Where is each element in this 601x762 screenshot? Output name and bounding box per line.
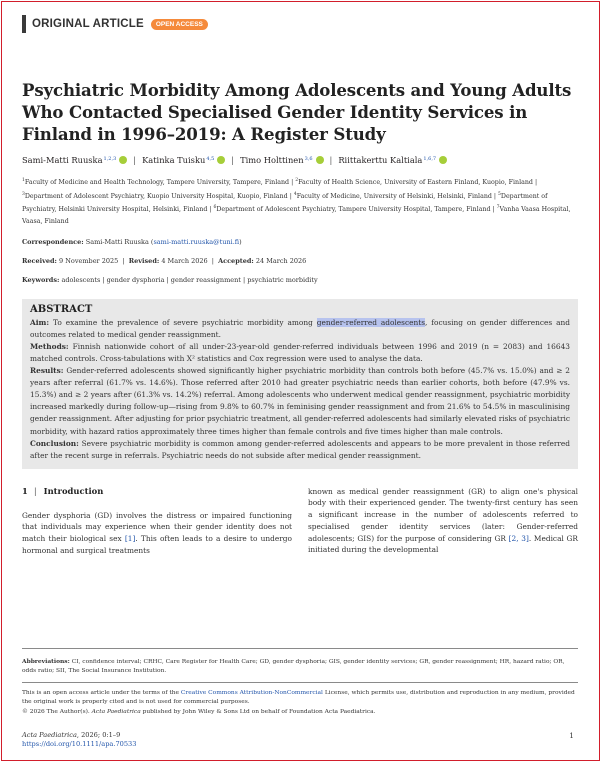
author[interactable] xyxy=(142,154,225,166)
abstract-box xyxy=(22,299,578,469)
open-access-badge: OPEN ACCESS xyxy=(151,19,208,30)
article-type: ORIGINAL ARTICLE xyxy=(32,18,144,30)
article-dates: Received: 9 November 2025 | Revised: 4 March 2026 | Accepted: 24 March 2026 xyxy=(22,256,307,265)
page-number: 1 xyxy=(569,731,574,740)
orcid-icon[interactable] xyxy=(439,156,447,164)
article-type-row xyxy=(22,14,578,34)
article-title: Psychiatric Morbidity Among Adolescents and Young Adults Who Contacted Specialised Gender Identity Services in Finland in 1996–2019: A Register Study xyxy=(22,80,572,144)
left-column xyxy=(22,486,292,557)
orcid-icon[interactable] xyxy=(217,156,225,164)
article-type-marker xyxy=(22,15,26,33)
article-page xyxy=(22,14,578,749)
citation-link[interactable]: [2, 3] xyxy=(508,533,529,543)
author-affil-sup: 3,6 xyxy=(304,156,313,162)
right-column xyxy=(308,486,578,557)
correspondence-email-link[interactable]: sami-matti.ruuska@tuni.fi xyxy=(153,237,240,246)
orcid-icon[interactable] xyxy=(119,156,127,164)
author-name[interactable]: Timo Holttinen xyxy=(240,155,304,165)
intro-paragraph: Gender dysphoria (GD) involves the distress or impaired functioning that individuals may experience when their gender identity does not match their biological sex [1]. This often leads to a desire to undergo hormonal and surgical treatments xyxy=(22,510,292,555)
affiliation: Department of Adolescent Psychiatry, Tampere University Hospital, Tampere, Finland xyxy=(216,206,491,214)
author-affil-sup: 4,5 xyxy=(206,156,215,162)
accepted-date: 24 March 2026 xyxy=(255,256,307,265)
affiliation: Vanha Vaasa Hospital, Vaasa, Finland xyxy=(22,206,571,226)
affiliation: Department of Psychiatry, Helsinki University Hospital, Helsinki, Finland xyxy=(22,192,548,214)
affiliation: Faculty of Medicine, University of Helsinki, Helsinki, Finland xyxy=(296,192,492,200)
article-metadata xyxy=(22,238,578,285)
footnotes xyxy=(22,648,578,717)
author[interactable] xyxy=(22,154,127,166)
text-selection-highlight[interactable]: gender-referred adolescents xyxy=(316,317,425,327)
author-name[interactable]: Sami-Matti Ruuska xyxy=(22,155,103,165)
author-name[interactable]: Riittakerttu Kaltiala xyxy=(338,155,423,165)
correspondence-name: Sami-Matti Ruuska xyxy=(85,237,149,246)
orcid-icon[interactable] xyxy=(316,156,324,164)
abstract-heading: ABSTRACT xyxy=(30,303,93,315)
affiliation: Department of Adolescent Psychiatry, Kuopio University Hospital, Kuopio, Finland xyxy=(24,192,288,200)
keywords-list: adolescents | gender dysphoria | gender reassignment | psychiatric morbidity xyxy=(61,275,318,284)
author-affil-sup: 1,2,3 xyxy=(103,156,117,162)
correspondence: Correspondence: Sami-Matti Ruuska (sami-matti.ruuska@tuni.fi) xyxy=(22,237,242,246)
author-name[interactable]: Katinka Tuisku xyxy=(142,155,206,165)
author[interactable] xyxy=(338,154,447,166)
keywords: Keywords: adolescents | gender dysphoria | gender reassignment | psychiatric morbidity xyxy=(22,275,318,284)
affiliation: Faculty of Medicine and Health Technology, Tampere University, Tampere, Finland xyxy=(24,179,290,187)
author[interactable] xyxy=(240,154,323,166)
abstract-conclusion: Conclusion: Severe psychiatric morbidity is common among gender-referred adolescents and appears to be more prevalent in those referred after the recent surge in referrals. Psychiatric needs do not subside after medical gender reassignment. xyxy=(30,438,570,460)
citation-link[interactable]: [1] xyxy=(124,534,136,544)
page-footer xyxy=(22,731,578,750)
abstract-aim: Aim: To examine the prevalence of severe psychiatric morbidity among gender-referred adolescents, focusing on gender differences and outcomes related to medical gender reassignment. xyxy=(30,317,570,339)
author-separator: | xyxy=(231,155,235,165)
body-columns xyxy=(22,486,578,557)
author-list xyxy=(22,154,578,166)
author-separator: | xyxy=(329,155,333,165)
author-affil-sup: 1,6,7 xyxy=(423,156,437,162)
received-date: 9 November 2025 xyxy=(59,256,119,265)
section-heading: 1 | Introduction xyxy=(22,485,104,496)
abbreviations: Abbreviations: CI, confidence interval; CRHC, Care Register for Health Care; GD, gender dysphoria; GIS, gender identity services; GR, gender reassignment; HR, hazard ratio; OR, odds ratio; SII, The Social Insurance Institution. xyxy=(22,658,565,675)
revised-date: 4 March 2026 xyxy=(161,256,208,265)
intro-paragraph-continued: known as medical gender reassignment (GR) to align one's physical body with their experienced gender. The twenty-first century has seen a significant increase in the number of adolescents referred to specialised gender identity services (later: Gender-referred adolescents; GIS) for the purpose of considering GR [2, 3]. Medical GR initiated during the developmental xyxy=(308,486,578,555)
affiliations: $^1$Faculty of Medicine and Health Technology, Tampere University, Tampere, Finland | $^2$Faculty of Health Science, University of Eastern Finland, Kuopio, Finland | $^3$Department of Adolescent Psychiatry, Kuopio University Hospital, Kuopio, Finland | $^4$Faculty of Medicine, University of Helsinki, Helsinki, Finland | $^5$Department of Psychiatry, Helsinki University Hospital, Helsinki, Finland | $^6$Department of Adolescent Psychiatry, Tampere University Hospital, Tampere, Finland | $^7$Vanha Vaasa Hospital, Vaasa, Finland xyxy=(22,178,571,226)
abstract-methods: Methods: Finnish nationwide cohort of all under-23-year-old gender-referred individuals between 1996 and 2019 (n = 2083) and 16643 matched controls. Cross-tabulations with X² statistics and Cox regression were used to analyse the data. xyxy=(30,341,570,363)
abstract-results: Results: Gender-referred adolescents showed significantly higher psychiatric morbidity than controls both before (45.7% vs. 15.0%) and ≥ 2 years after referral (61.7% vs. 14.6%). Those referred after 2010 had greater psychiatric needs than earlier cohorts, both before (47.9% vs. 15.3%) and ≥ 2 years after (61.3% vs. 14.2%) referral. Among adolescents who underwent medical gender reassignment, psychiatric morbidity increased markedly during follow-up—rising from 9.8% to 60.7% in feminising gender reassignment and from 21.6% to 54.5% in masculinising gender reassignment. After adjusting for prior psychiatric treatment, all gender-referred adolescents had similarly elevated risks of psychiatric morbidity, with hazard ratios approximately three times higher than female controls and five times higher than male controls. xyxy=(30,366,570,436)
journal-citation: Acta Paediatrica, 2026; 0:1–9 xyxy=(22,731,121,739)
affiliation: Faculty of Health Science, University of Eastern Finland, Kuopio, Finland xyxy=(298,179,533,187)
license-link[interactable]: Creative Commons Attribution-NonCommercial xyxy=(180,689,323,696)
doi-link[interactable]: https://doi.org/10.1111/apa.70533 xyxy=(22,740,137,749)
license-notice: This is an open access article under the terms of the Creative Commons Attribution-NonCommercial License, which permits use, distribution and reproduction in any medium, provided the original work is properly cited and is not used for commercial purposes. © 2026 The Author(s). Acta Paediatrica published by John Wiley & Sons Ltd on behalf of Foundation Acta Paediatrica. xyxy=(22,689,575,715)
author-separator: | xyxy=(133,155,137,165)
